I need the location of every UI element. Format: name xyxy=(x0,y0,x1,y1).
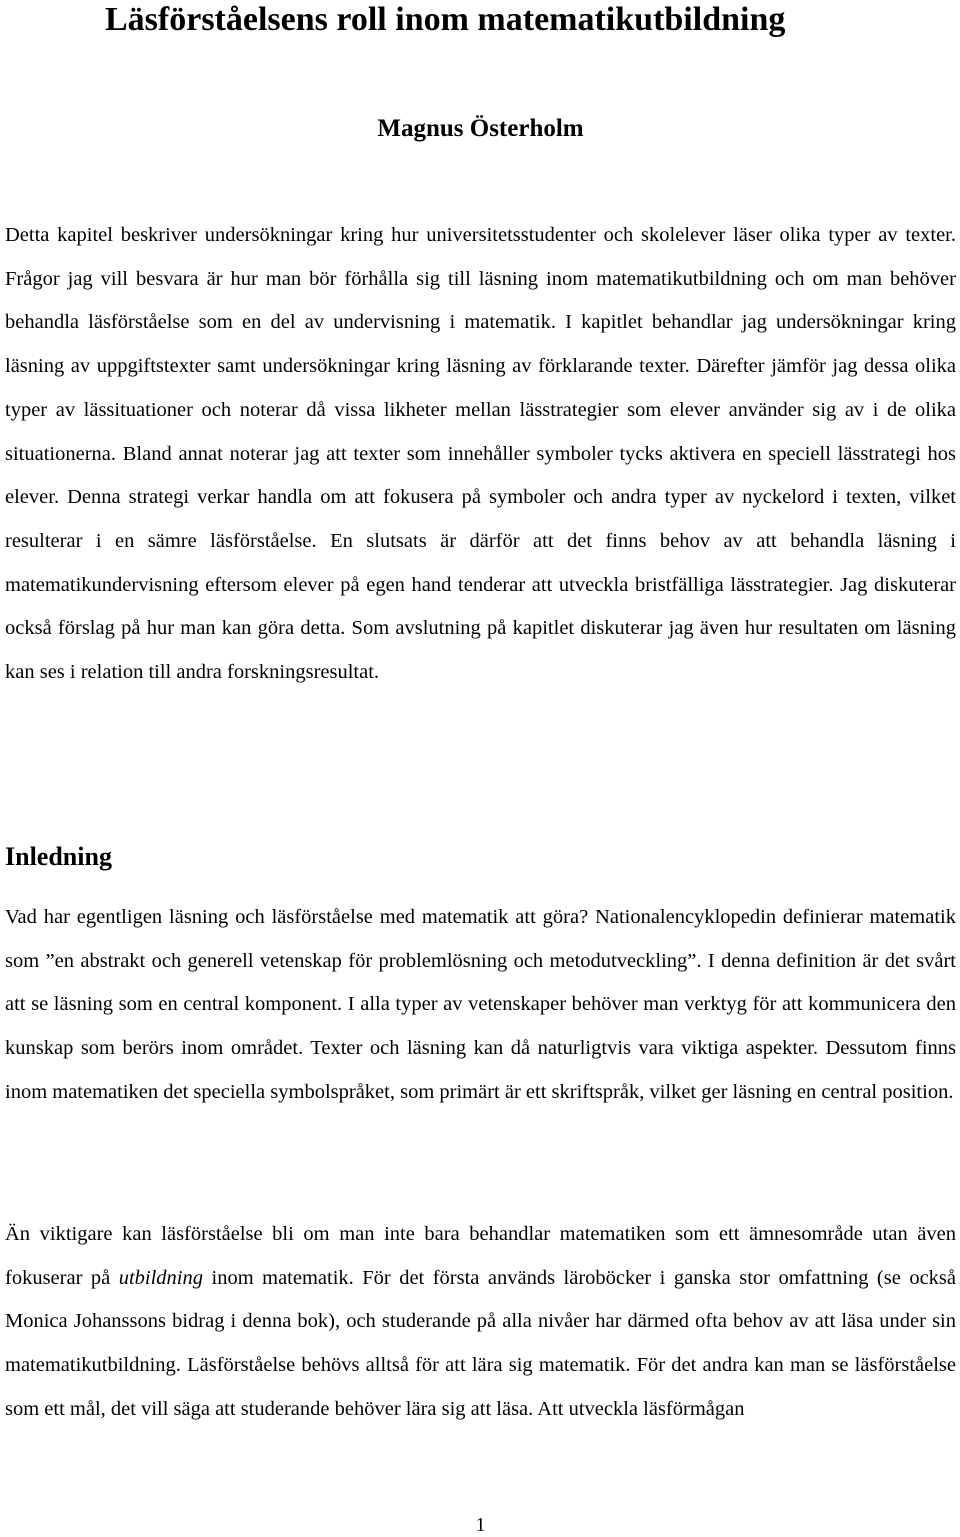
emphasized-word: utbildning xyxy=(118,1266,204,1289)
abstract-paragraph: Detta kapitel beskriver undersökningar kring hur universitetsstudenter och skolelever läser olika typer av texter. Frågor jag vill besvara är hur man bör förhålla sig till läsning inom matematikutbildning och om man behöver behandla läsförståelse som en del av undervisning i matematik. I kapitlet behandlar jag undersökningar kring läsning av uppgiftstexter samt undersökningar kring läsning av förklarande texter. Därefter jämför jag dessa olika typer av lässituationer och noterar då vissa likheter mellan lässtrategier som elever använder sig av i de olika situationerna. Bland annat noterar jag att texter som innehåller symboler tycks aktivera en speciell lässtrategi hos elever. Denna strategi verkar handla om att fokusera på symboler och andra typer av nyckelord i texten, vilket resulterar i en sämre läsförståelse. En slutsats är därför att det finns behov av att behandla läsning i matematikundervisning eftersom elever på egen hand tenderar att utveckla bristfälliga lässtrategier. Jag diskuterar också förslag på hur man kan göra detta. Som avslutning på kapitlet diskuterar jag även hur resultaten om läsning kan ses i relation till andra forskningsresultat. xyxy=(5,224,956,684)
author-name: Magnus Österholm xyxy=(377,115,584,142)
intro-paragraph-1: Vad har egentligen läsning och läsförståelse med matematik att göra? Nationalencyklopedin definierar matematik som ”en abstrakt och generell vetenskap för problemlösning och metodutveckling”. I denna definition är det svårt att se läsning som en central komponent. I alla typer av vetenskaper behöver man verktyg för att kommunicera den kunskap som berörs inom området. Texter och läsning kan då naturligtvis vara viktiga aspekter. Dessutom finns inom matematiken det speciella symbolspråket, som primärt är ett skriftspråk, vilket ger läsning en central position. xyxy=(5,906,956,1103)
intro-paragraph-2-text-b: inom matematik. För det första används läroböcker i ganska stor omfattning (se också Monica Johanssons bidrag i denna bok), och studerande på alla nivåer har därmed ofta behov av att läsa under sin matematikutbildning. Läsförståelse behövs alltså för att lära sig matematik. För det andra kan man se läsförståelse som ett mål, det vill säga att studerande behöver lära sig att läsa. Att utveckla läsförmågan xyxy=(5,1266,956,1420)
section-heading: Inledning xyxy=(5,842,112,871)
intro-paragraph-2-text-a: Än viktigare kan läsförståelse bli om man inte bara behandlar matematiken som ett ämnesområde utan även fokuserar på xyxy=(5,1223,956,1289)
page-number: 1 xyxy=(475,1514,486,1536)
intro-paragraph-2 xyxy=(5,1213,956,1432)
document-title: Läsförståelsens roll inom matematikutbildning xyxy=(105,1,786,38)
